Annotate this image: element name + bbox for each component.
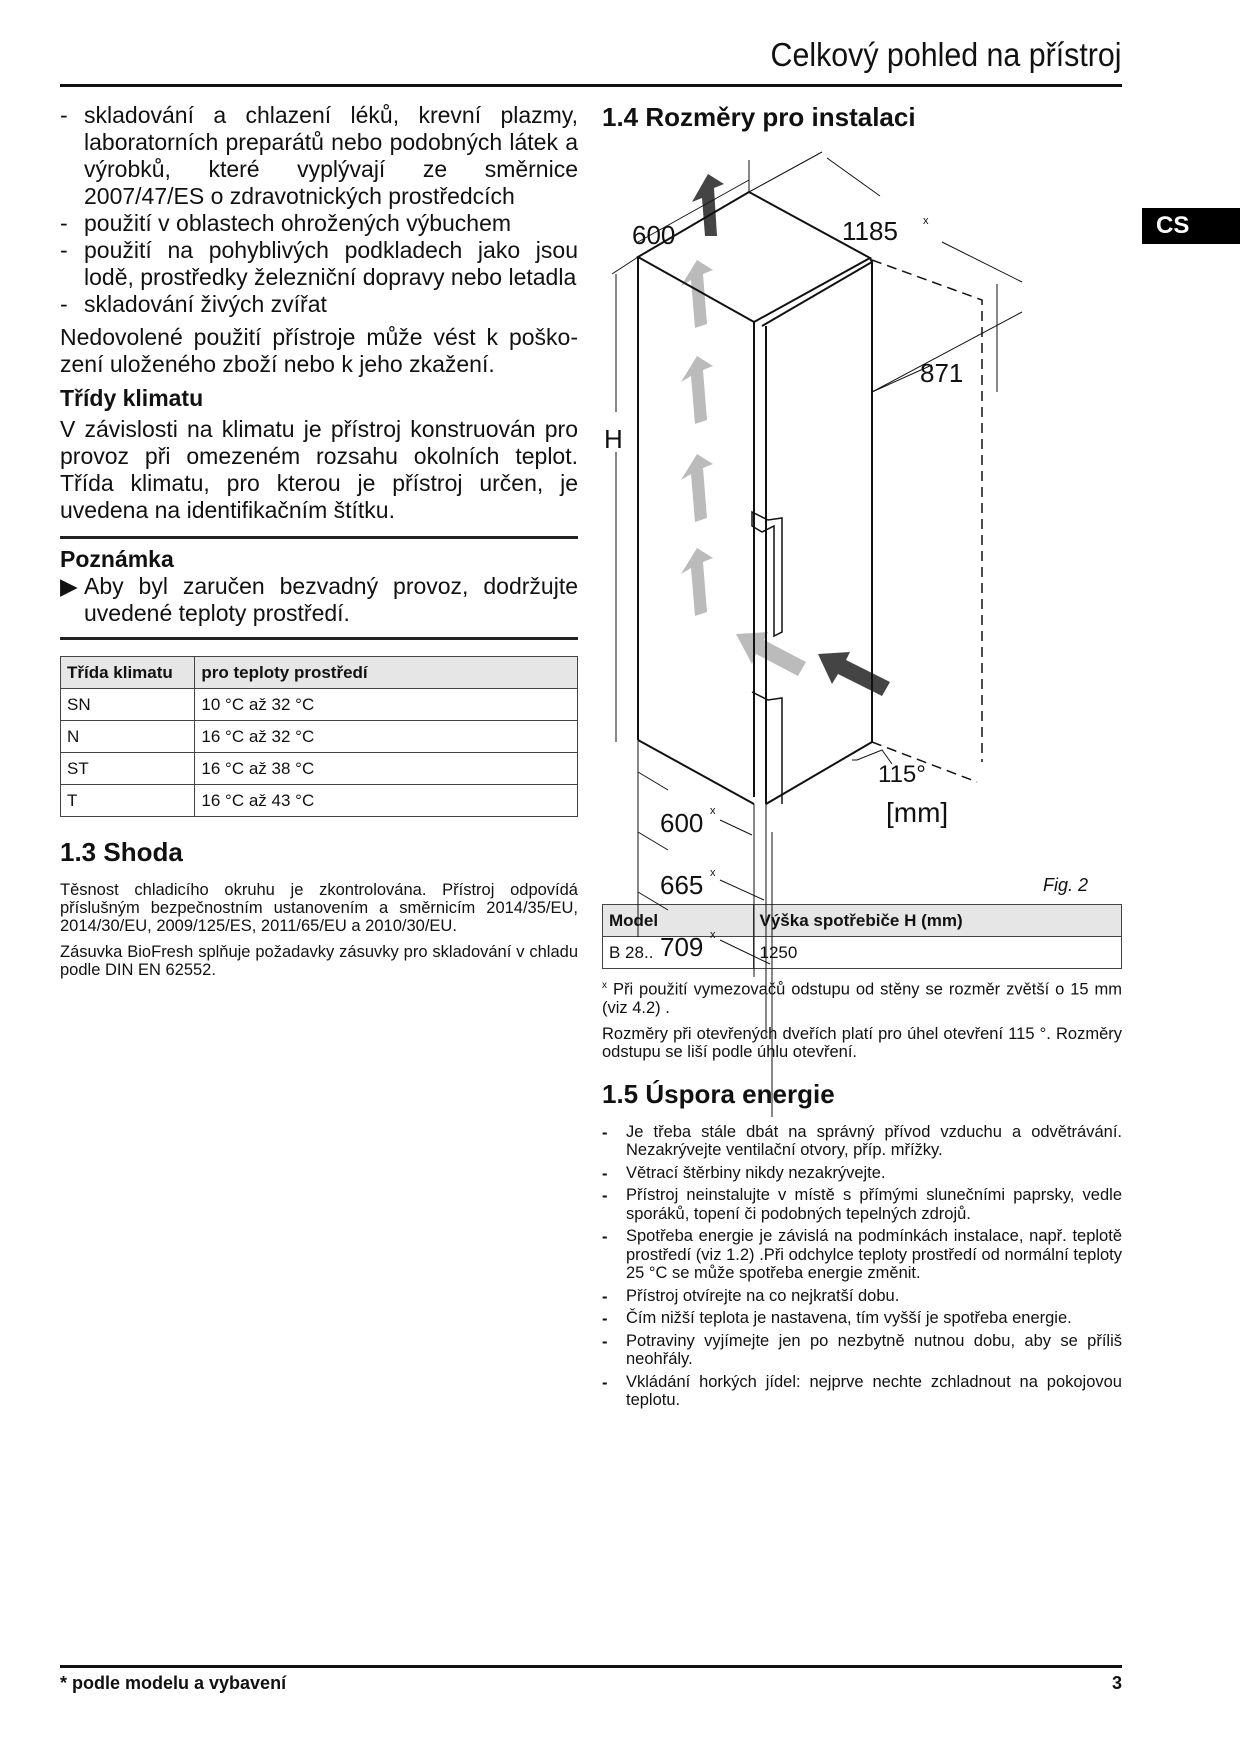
table-cell: 16 °C až 38 °C	[195, 753, 578, 785]
svg-text:x: x	[710, 805, 716, 817]
dimension-height: H	[604, 424, 623, 454]
dimension-depth: 871	[920, 358, 964, 388]
page-title: Celkový pohled na přístroj	[770, 36, 1122, 73]
table-row	[61, 785, 578, 817]
table-cell: 16 °C až 43 °C	[195, 785, 578, 817]
paragraph: Zásuvka BioFresh splňuje požadavky zásuvky pro skladování v chladu podle DIN EN 62552.	[60, 943, 578, 979]
list-item: - skladování a chlazení léků, krevní plazmy, laboratorních preparátů nebo podobných látek a výrobků, které vyplývají ze směrnice 2007/47/ES o zdravotnických prostředcích	[60, 102, 578, 210]
note	[60, 573, 578, 627]
table-cell: T	[61, 785, 195, 817]
figure-caption: Fig. 2	[1042, 875, 1088, 895]
table-row	[61, 689, 578, 721]
section-1-3-body	[60, 881, 578, 979]
list-item: - Čím nižší teplota je nastavena, tím vyšší je spotřeba energie.	[602, 1309, 1122, 1328]
table-header-cell: Výška spotřebiče H (mm)	[753, 905, 1122, 937]
svg-text:x: x	[710, 929, 716, 941]
footnote: $^x$ Při použití vymezovačů odstupu od stěny se rozměr zvětší o 15 mm (viz 4.2) .	[602, 980, 1122, 1017]
climate-heading: Třídy klimatu	[60, 385, 204, 411]
paragraph: Těsnost chladicího okruhu je zkontrolována. Přístroj odpovídá příslušným bezpečnostním ustanovením a směrnicím 2014/35/EU, 2014/30/EU, 2009/125/ES, 2011/65/EU a 2010/30/EU.	[60, 881, 578, 935]
dimension-width-2: 665	[660, 870, 704, 900]
climate-class-table	[60, 656, 578, 817]
table-cell: B 28..	[603, 937, 754, 969]
table-row	[61, 721, 578, 753]
list-item: - použití v oblastech ohrožených výbuchem	[60, 210, 578, 237]
list-item: - Spotřeba energie je závislá na podmínkách instalace, např. teplotě prostředí (viz 1.2) .Při odchylce teploty prostředí od normální teploty 25 °C se může spotřeba energie změnit.	[602, 1227, 1122, 1283]
dimension-width-top: 600	[632, 220, 676, 250]
prohibited-use-list	[60, 102, 578, 318]
list-item: - použití na pohyblivých podkladech jako jsou lodě, prostředky železniční dopravy nebo letadla	[60, 237, 578, 291]
list-item: - Potraviny vyjímejte jen po nezbytně nutnou dobu, aby se příliš neohřály.	[602, 1332, 1122, 1369]
section-heading-1-4: 1.4 Rozměry pro instalaci	[602, 102, 916, 132]
note-bottom-rule	[60, 637, 578, 640]
list-item: - Přístroj neinstalujte v místě s přímými slunečními paprsky, vedle sporáků, topení či podobných tepelných zdrojů.	[602, 1186, 1122, 1223]
page-number: 3	[1111, 1673, 1122, 1693]
footer-note: * podle modelu a vybavení	[60, 1673, 287, 1693]
misuse-paragraph: Nedovolené použití přístroje může vést k poškození uloženého zboží nebo k jeho zkažení.	[60, 324, 578, 377]
paragraph: Rozměry při otevřených dveřích platí pro úhel otevření 115 °. Rozměry odstupu se liší podle úhlu otevření.	[602, 1024, 1122, 1061]
list-item: - Větrací štěrbiny nikdy nezakrývejte.	[602, 1164, 1122, 1183]
dimension-width-1: 600	[660, 808, 704, 838]
header-rule	[60, 84, 1122, 87]
table-cell: 16 °C až 32 °C	[195, 721, 578, 753]
table-cell: ST	[61, 753, 195, 785]
svg-text:x: x	[923, 215, 929, 227]
section-heading-1-3: 1.3 Shoda	[60, 837, 183, 867]
units-label: [mm]	[886, 797, 949, 828]
table-header-cell: Model	[603, 905, 754, 937]
list-item: - skladování živých zvířat	[60, 291, 578, 318]
svg-text:x: x	[710, 867, 716, 879]
list-item: - Vkládání horkých jídel: nejprve nechte zchladnout na pokojovou teplotu.	[602, 1373, 1122, 1410]
table-cell: SN	[61, 689, 195, 721]
note-text: Aby byl zaručen bezvadný provoz, dodržujte uvedené teploty prostředí.	[84, 573, 578, 626]
footer-rule	[60, 1665, 1122, 1668]
table-header-cell: pro teploty prostředí	[195, 657, 578, 689]
table-cell: 10 °C až 32 °C	[195, 689, 578, 721]
triangle-right-icon: ▶	[60, 573, 78, 599]
right-column	[602, 102, 1122, 1414]
door-angle: 115°	[878, 761, 926, 788]
left-column	[60, 102, 578, 987]
language-tab: CS	[1142, 208, 1240, 244]
table-row	[61, 753, 578, 785]
section-heading-1-5: 1.5 Úspora energie	[602, 1078, 835, 1109]
table-header-row	[61, 657, 578, 689]
table-cell: 1250	[753, 937, 1122, 969]
table-cell: N	[61, 721, 195, 753]
table-header-cell: Třída klimatu	[61, 657, 195, 689]
list-item: - Je třeba stále dbát na správný přívod vzduchu a odvětrávání. Nezakrývejte ventilační otvory, příp. mřížky.	[602, 1123, 1122, 1160]
climate-paragraph: V závislosti na klimatu je přístroj konstruován pro provoz při omezeném rozsahu okolních teplot. Třída klimatu, pro kterou je přístroj určen, je uvedena na identifikačním štítku.	[60, 416, 578, 523]
energy-saving-list	[602, 1123, 1122, 1410]
section-1-4-notes	[602, 977, 1122, 1061]
note-top-rule	[60, 536, 578, 539]
dimension-depth-open: 1185	[842, 216, 898, 246]
list-item: - Přístroj otvírejte na co nejkratší dobu.	[602, 1287, 1122, 1306]
note-heading: Poznámka	[60, 546, 174, 572]
dimension-width-3: 709	[660, 932, 704, 962]
